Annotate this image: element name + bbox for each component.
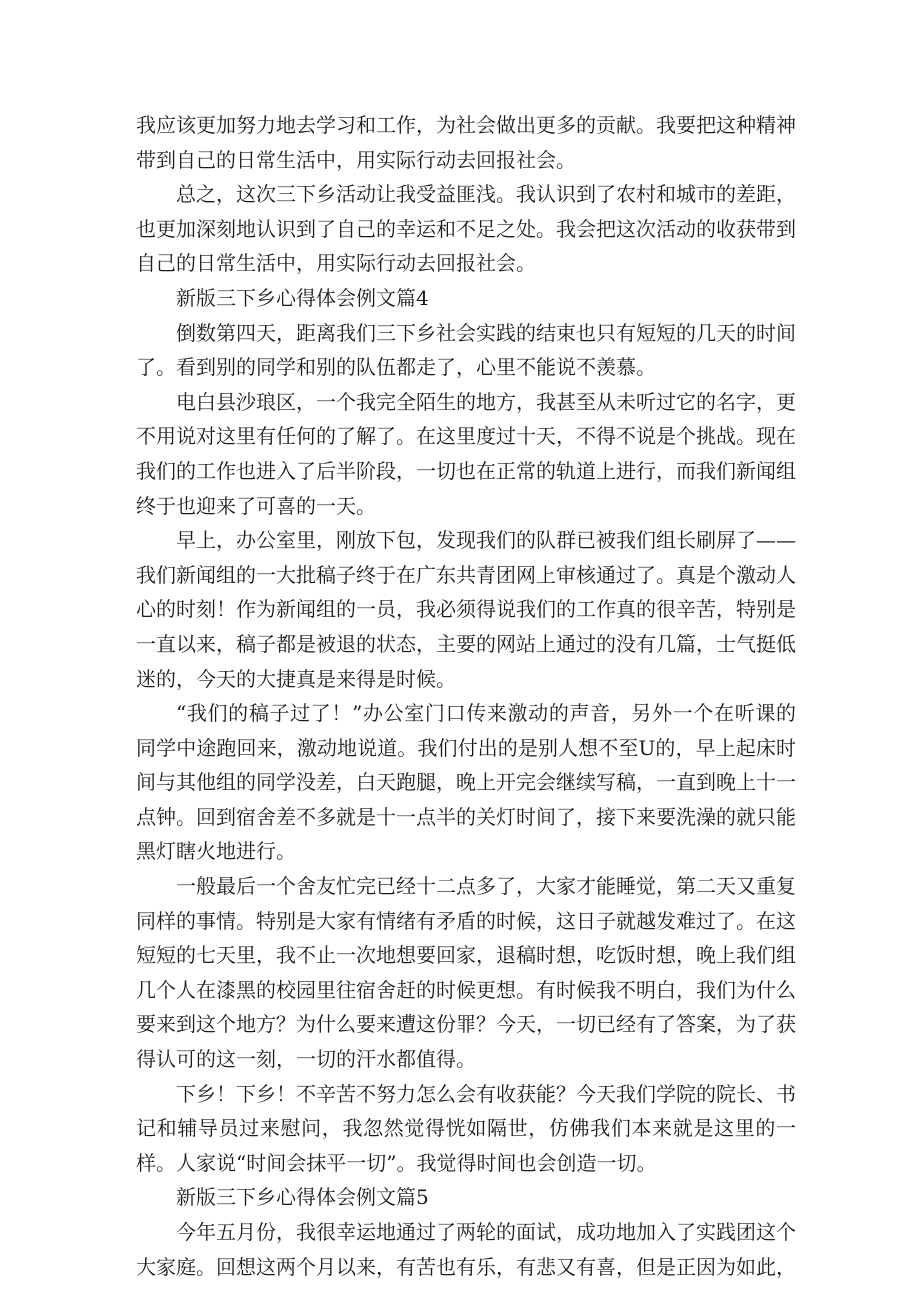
paragraph-xiaxiang: 下乡！下乡！不辛苦不努力怎么会有收获能？今天我们学院的院长、书记和辅导员过来慰问，我忽然觉得恍如隔世，仿佛我们本来就是这里的一样。人家说“时间会抹平一切”。我觉得时间也会创造一切。	[136, 1081, 796, 1175]
section-heading-5: 新版三下乡心得体会例文篇5	[176, 1185, 429, 1210]
paragraph-dianbai: 电白县沙琅区，一个我完全陌生的地方，我甚至从未听过它的名字，更不用说对这里有任何的了解了。在这里度过十天，不得不说是个挑战。现在我们的工作也进入了后半阶段，一切也在正常的轨道上进行，而我们新闻组终于也迎来了可喜的一天。	[136, 389, 796, 518]
paragraph-may: 今年五月份，我很幸运地通过了两轮的面试，成功地加入了实践团这个大家庭。回想这两个月以来，有苦也有乐，有悲又有喜，但是正因为如此，	[136, 1220, 796, 1279]
paragraph-articles-passed: “我们的稿子过了！”办公室门口传来激动的声音，另外一个在听课的同学中途跑回来，激动地说道。我们付出的是别人想不至U的，早上起床时间与其他组的同学没差，白天跑腿，晚上开完会继续写稿，一直到晚上十一点钟。回到宿舍差不多就是十一点半的关灯时间了，接下来要洗澡的就只能黑灯瞎火地进行。	[136, 701, 796, 864]
document-page	[136, 108, 796, 1284]
paragraph-countdown: 倒数第四天，距离我们三下乡社会实践的结束也只有短短的几天的时间了。看到别的同学和别的队伍都走了，心里不能说不羡慕。	[136, 320, 796, 380]
paragraph-morning-office: 早上，办公室里，刚放下包，发现我们的队群已被我们组长刷屏了——我们新闻组的一大批稿子终于在广东共青团网上审核通过了。真是个激动人心的时刻！作为新闻组的一员，我必须得说我们的工作真的很辛苦，特别是一直以来，稿子都是被退的状态，主要的网站上通过的没有几篇，士气挺低迷的，今天的大捷真是来得是时候。	[136, 528, 796, 691]
paragraph-summary: 总之，这次三下乡活动让我受益匪浅。我认识到了农村和城市的差距，也更加深刻地认识到了自己的幸运和不足之处。我会把这次活动的收获带到自己的日常生活中，用实际行动去回报社会。	[136, 182, 796, 276]
section-heading-4: 新版三下乡心得体会例文篇4	[176, 285, 429, 310]
paragraph-continuation: 我应该更加努力地去学习和工作，为社会做出更多的贡献。我要把这种精神带到自己的日常生活中，用实际行动去回报社会。	[136, 113, 796, 172]
paragraph-late-night: 一般最后一个舍友忙完已经十二点多了，大家才能睡觉，第二天又重复同样的事情。特别是大家有情绪有矛盾的时候，这日子就越发难过了。在这短短的七天里，我不止一次地想要回家，退稿时想，吃饭时想，晚上我们组几个人在漆黑的校园里往宿舍赶的时候更想。有时候我不明白，我们为什么要来到这个地方？为什么要来遭这份罪？今天，一切已经有了答案，为了获得认可的这一刻，一切的汗水都值得。	[136, 874, 796, 1072]
